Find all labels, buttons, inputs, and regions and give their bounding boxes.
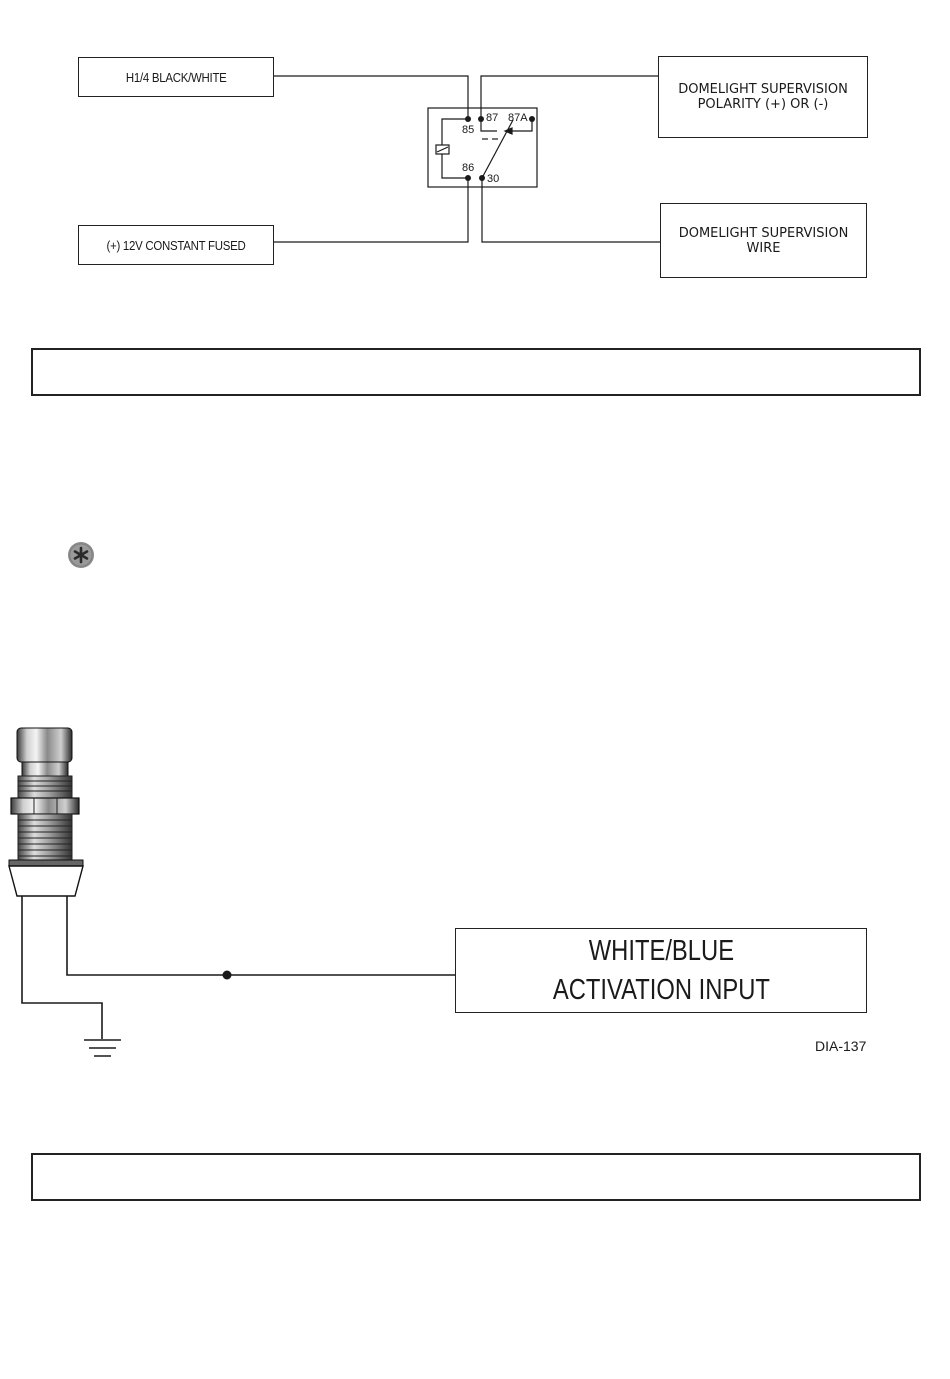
ground-symbol-icon [84, 1040, 121, 1056]
relay-pin-30-label: 30 [487, 173, 500, 185]
section-header-box-2 [31, 1153, 921, 1201]
domelight-polarity-label-box [658, 56, 868, 138]
h1-4-wire-label-box [78, 57, 274, 97]
domelight-wire-label: DOMELIGHT SUPERVISION WIRE [678, 225, 849, 256]
relay-pin-86-label: 86 [462, 162, 475, 174]
relay-pin-87-label: 87 [486, 112, 499, 124]
12v-constant-label: (+) 12V CONSTANT FUSED [106, 237, 246, 253]
domelight-wire-label-box [660, 203, 867, 278]
section-header-box [31, 348, 921, 396]
relay-pin-dots [465, 116, 535, 181]
diagram-id-label: DIA-137 [815, 1038, 867, 1054]
relay-pin-85-label: 85 [462, 124, 475, 136]
domelight-polarity-label: DOMELIGHT SUPERVISION POLARITY (+) OR (-) [678, 82, 848, 112]
pin-switch-icon [0, 720, 950, 1070]
relay-pin-87a-label: 87A [508, 112, 528, 124]
asterisk-bullet-icon [67, 541, 95, 569]
activation-input-label: WHITE/BLUE ACTIVATION INPUT [552, 934, 770, 1006]
activation-input-label-box [455, 928, 867, 1013]
h1-4-wire-label: H1/4 BLACK/WHITE [125, 69, 227, 85]
12v-constant-label-box [78, 225, 274, 265]
